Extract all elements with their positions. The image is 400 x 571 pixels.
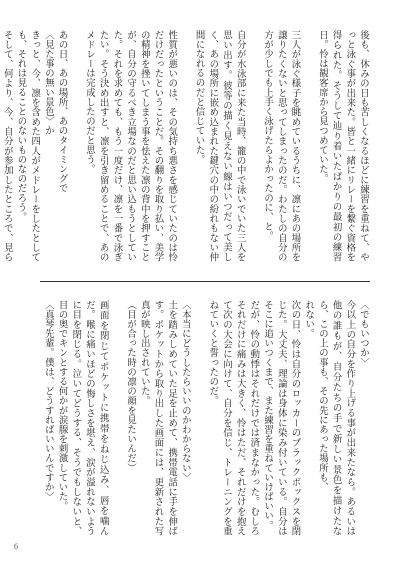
paragraph: れない。 — [303, 300, 315, 339]
blank-line — [110, 300, 124, 536]
prose-section-top — [1, 30, 370, 262]
blank-line — [69, 30, 83, 262]
quoted-line: 〈見た事の無い景色〉か — [42, 30, 54, 136]
blank-line — [247, 30, 261, 262]
quoted-line: 〈本当にどうしたらいいのかわからない〉 — [179, 300, 191, 483]
paragraph: そして、何より、今、自分が参加したところで、見ら — [1, 30, 13, 262]
paragraph: 今以上の自分を作り上げる事が出来たなら。あるいは他の誰もが、自分たちの手で新しい景色を描けたなら、この上の事も、その先にあった場所も、 — [316, 300, 356, 536]
paragraph: 自分が水泳部に来た当時、籠の中で泳いでいた三人を思い出す。彼等の描く見えない線はいつだって美しく、あの場所に嵌め込まれた鍵穴の中の紛れもない仲間になれるのだと信じていた。 — [193, 30, 246, 262]
blank-line — [192, 300, 206, 536]
paragraph: 性質が悪いのは、その気持ち悪さを感じていたのは怜だけだったということだ。その翻りを取り払い、美学の精神を挫いてしまう事を怯えた凛の背中を押すことが、自分の守るべき立場なのだと思い込もうとしていた。それを求めても、もう一度だけ、凛を一番で泳ぎたい。そう決め出すと、凛を引き留めることで、あのメドレーは完成したのだと思う。 — [83, 30, 178, 262]
paragraph: 次の日、怜は自分のロッカーのブラックボックスを閉じた。大丈夫、理論は身体に染み付いている。自分はそこに追いつくまで、また練習を重ねていけばいい。 — [262, 300, 301, 536]
quoted-line: 〈でもいつか〉 — [358, 300, 369, 368]
paragraph: きっと、今、凛を含めた四人がメドレーをしたとしても、それは見ることのないものなのだろう。 — [15, 30, 41, 262]
paragraph: 画面を閉じてポケットに携帯をねじ込み、唇を噛んだ。喉に痛いほどの悔しさを堪え、涙が溢れないように目を閉じる。泣いてどうする、そうでもしないと、目の奥でキンとする何かが涙腺を刺激していた。 — [56, 300, 109, 536]
blank-line — [178, 30, 192, 262]
quoted-line: 〈真琴先輩。僕は、どうすればいいんですか〉 — [42, 300, 54, 502]
blank-line — [302, 30, 316, 262]
paragraph: 土を踏みしめていた足を止めて、携帯電話に手を伸ばす。ポケットから取り出した画面には、更新された写真が映し出されていた。 — [138, 300, 178, 536]
quoted-line: （目が合った時の凛の顔を見たいんだ） — [125, 300, 137, 473]
paragraph: 三人が泳ぐ様子を眺めているうちに、凛にあの場所を譲りたくないと思ってしまったのだ。わたしの自分の方が少しでも上手く泳げたらよかったのに、と。 — [262, 30, 301, 262]
page-number: 6 — [14, 542, 18, 551]
paragraph: あの日、あの場所、あのタイミングで — [56, 30, 68, 194]
prose-section-bottom — [40, 300, 370, 536]
paragraph: 後も、休みの日も苦しくなるほどに練習を重ねて、やっと泳ぐ事が出来た。皆と一緒にリレーを繋ぐ資格を得られた。そうして辿り着いたばかりの最初の練習日。怜は観客席から見つめていた。 — [316, 30, 369, 262]
section-divider — [40, 281, 370, 282]
paragraph: だが、怜の動悸はそれだけでは済まなかった。むしろそれだけに痛みは大きく、怜はただ、それだけを抱えて次の大会に向けて、自分を信じ、トレーニングを重ねていくと誓ったのだ。 — [207, 300, 260, 536]
